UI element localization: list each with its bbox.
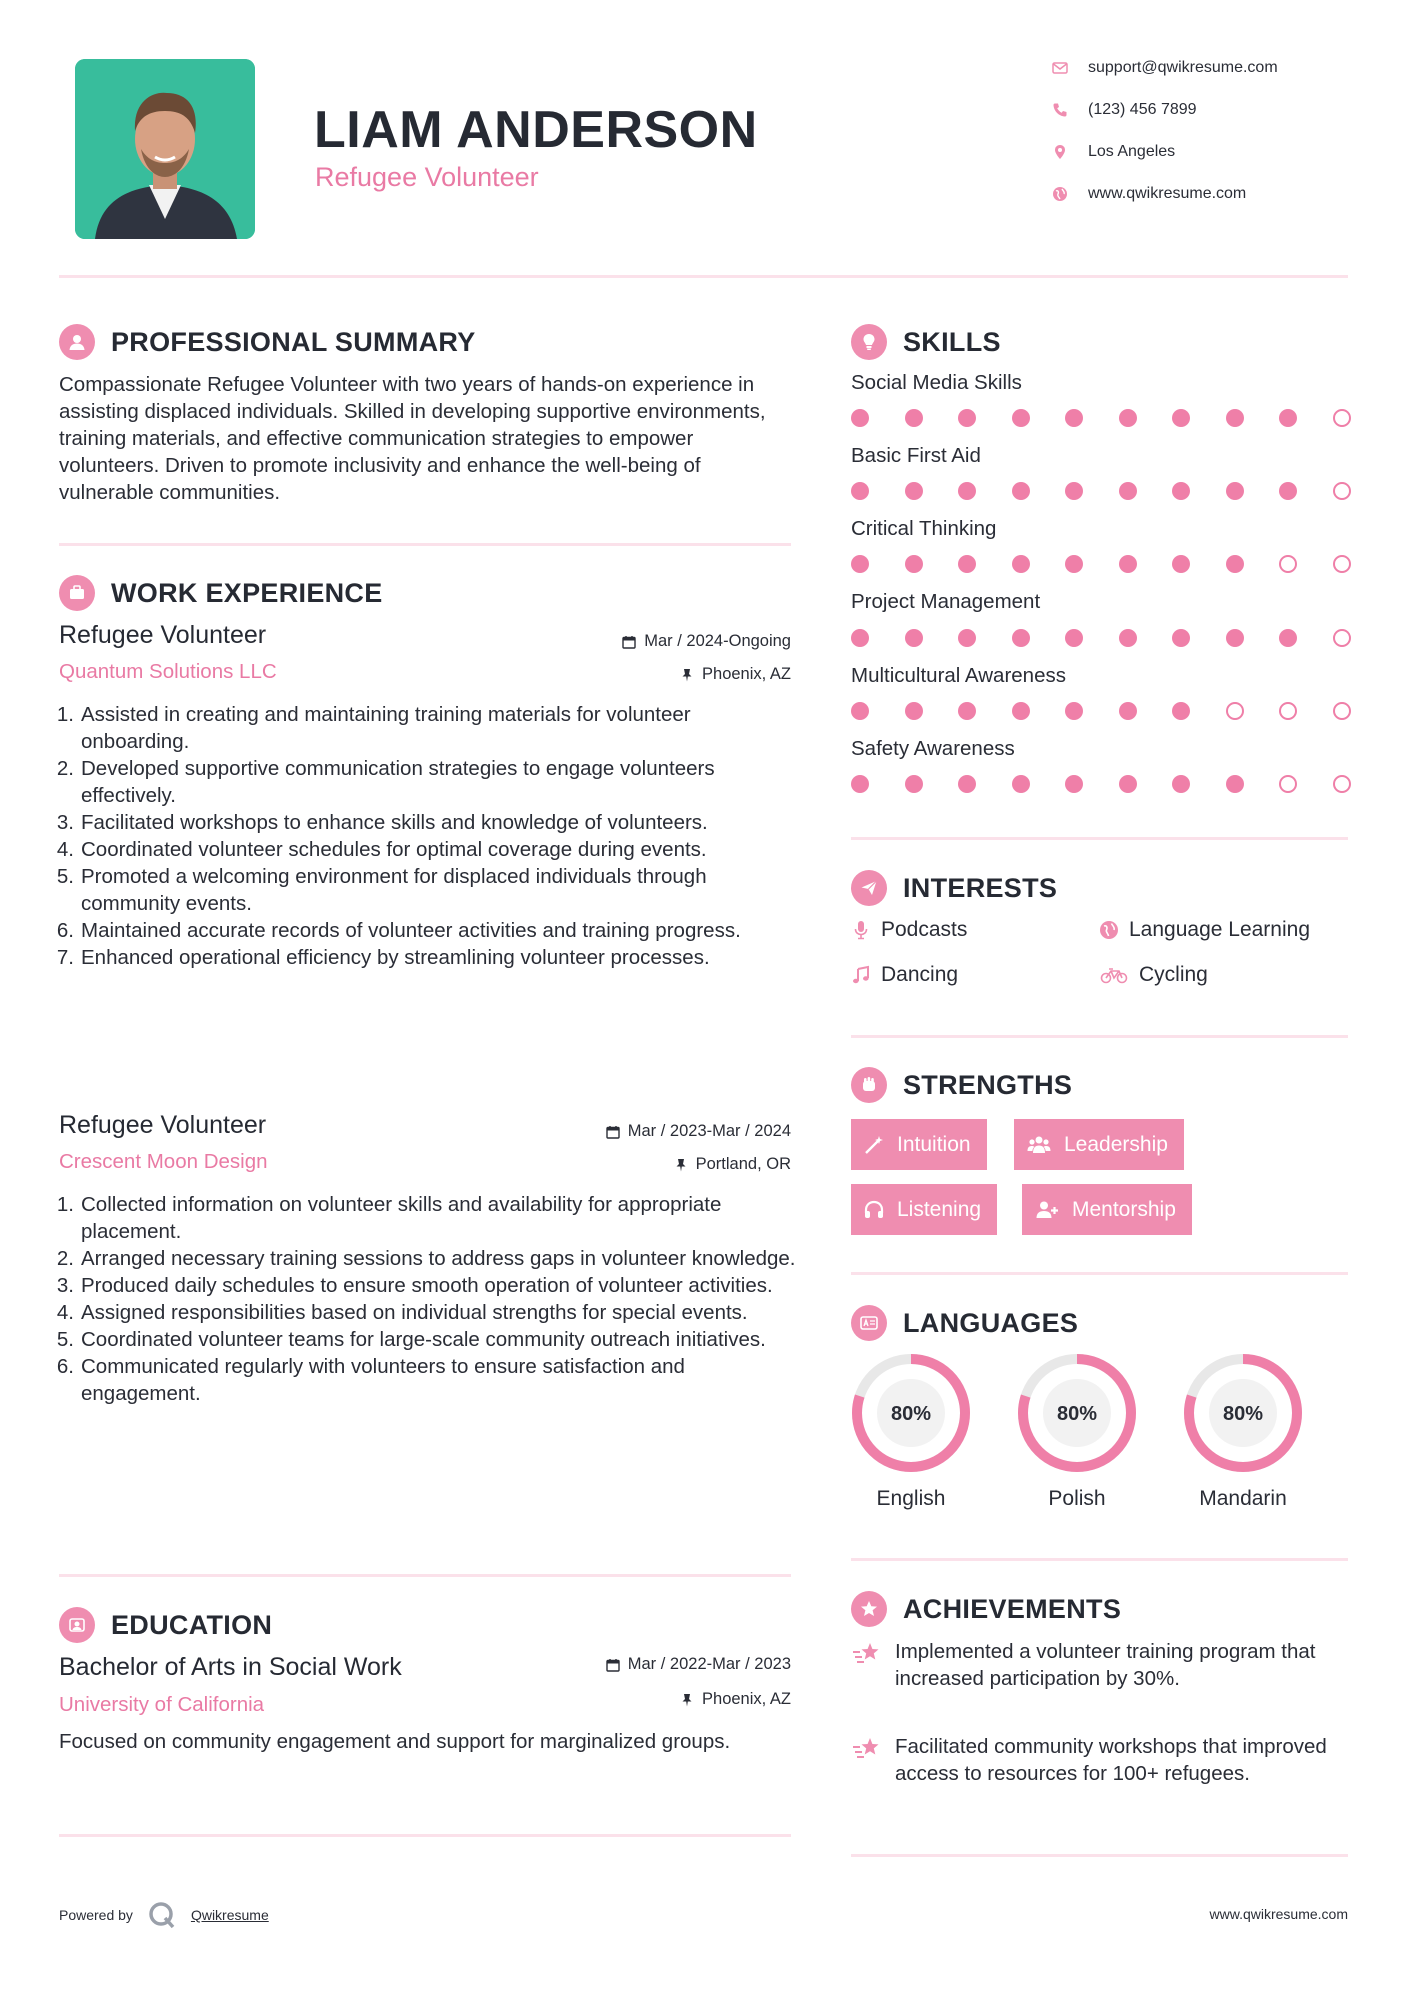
rating-dot-filled — [851, 409, 869, 427]
job-2-dates — [606, 1122, 791, 1141]
briefcase-icon — [59, 575, 95, 611]
list-item: 1. Assisted in creating and maintaining training materials for volunteer onboarding. — [56, 703, 691, 753]
users-icon — [1026, 1134, 1052, 1156]
interests-header — [851, 870, 1057, 906]
rating-dot-filled — [1172, 482, 1190, 500]
language-name: Polish — [1048, 1487, 1106, 1510]
rating-dot-filled — [905, 409, 923, 427]
rating-dot-filled — [1279, 409, 1297, 427]
language-card-icon — [851, 1305, 887, 1341]
rating-dot-filled — [1119, 409, 1137, 427]
rating-dot-filled — [1012, 555, 1030, 573]
rating-dot-filled — [851, 629, 869, 647]
summary-title: PROFESSIONAL SUMMARY — [111, 326, 476, 357]
achievement-item — [851, 1638, 1341, 1692]
profile-photo — [75, 59, 255, 239]
footer-powered-by — [59, 1900, 269, 1930]
rating-dot-empty — [1333, 555, 1351, 573]
contact-phone[interactable] — [1050, 98, 1197, 122]
education-title: EDUCATION — [111, 1609, 273, 1640]
rating-dot-filled — [851, 702, 869, 720]
strengths-divider — [851, 1272, 1348, 1275]
list-item: 5. Coordinated volunteer teams for large-scale community outreach initiatives. — [56, 1328, 766, 1351]
job-1-location-text: Phoenix, AZ — [702, 665, 791, 683]
rating-dot-filled — [1012, 409, 1030, 427]
graduation-icon — [59, 1607, 95, 1643]
calendar-icon — [622, 635, 636, 649]
rating-dot-empty — [1333, 775, 1351, 793]
interest-label: Language Learning — [1129, 918, 1311, 941]
list-item: 2. Arranged necessary training sessions to address gaps in volunteer knowledge. — [56, 1247, 796, 1270]
achievement-text: Implemented a volunteer training program that increased participation by 30%. — [895, 1640, 1316, 1690]
rating-dot-filled — [1065, 629, 1083, 647]
rating-dot-filled — [1065, 702, 1083, 720]
achievement-item — [851, 1733, 1341, 1787]
contact-email[interactable] — [1050, 56, 1278, 80]
rating-dot-filled — [905, 482, 923, 500]
calendar-icon — [606, 1125, 620, 1139]
achievements-divider — [851, 1854, 1348, 1857]
rating-dot-filled — [1172, 409, 1190, 427]
rating-dot-filled — [958, 409, 976, 427]
rating-dot-filled — [851, 482, 869, 500]
job-2-company: Crescent Moon Design — [59, 1150, 268, 1173]
rating-dot-filled — [958, 702, 976, 720]
star-badge-icon — [851, 1591, 887, 1627]
phone-text: (123) 456 7899 — [1088, 101, 1197, 118]
language-ring-english — [850, 1352, 972, 1474]
job-1-dates — [622, 632, 791, 651]
skill-rating — [851, 555, 1351, 573]
interest-label: Dancing — [881, 963, 959, 986]
job-1-location — [680, 665, 791, 684]
education-description: Focused on community engagement and support for marginalized groups. — [59, 1730, 731, 1753]
language-percent: 80% — [890, 1403, 932, 1425]
rating-dot-filled — [1119, 629, 1137, 647]
job-2-duties — [56, 1191, 799, 1407]
rating-dot-filled — [1226, 555, 1244, 573]
interest-podcasts — [851, 918, 967, 942]
pushpin-icon — [680, 668, 694, 682]
envelope-icon — [1050, 58, 1070, 78]
user-plus-icon — [1034, 1199, 1060, 1221]
rating-dot-filled — [1172, 775, 1190, 793]
language-name: English — [876, 1487, 946, 1510]
list-item: 5. Promoted a welcoming environment for displaced individuals through community events. — [56, 865, 707, 915]
location-text: Los Angeles — [1088, 143, 1176, 160]
work-header — [59, 575, 383, 611]
interest-dancing — [851, 963, 958, 987]
rating-dot-filled — [1226, 629, 1244, 647]
microphone-icon — [851, 920, 871, 940]
map-pin-icon — [1050, 142, 1070, 162]
languages-header — [851, 1305, 1078, 1341]
achievements-header — [851, 1591, 1121, 1627]
rating-dot-empty — [1333, 482, 1351, 500]
music-note-icon — [851, 965, 871, 985]
language-name: Mandarin — [1199, 1487, 1287, 1510]
language-percent: 80% — [1222, 1403, 1264, 1425]
skills-title: SKILLS — [903, 326, 1001, 357]
qwikresume-link[interactable]: Qwikresume — [190, 1907, 269, 1923]
rating-dot-filled — [1012, 775, 1030, 793]
rating-dot-empty — [1279, 702, 1297, 720]
skill-name: Social Media Skills — [851, 371, 1022, 394]
paper-plane-icon — [851, 870, 887, 906]
education-divider — [59, 1834, 791, 1837]
strengths-header — [851, 1067, 1072, 1103]
rating-dot-filled — [905, 555, 923, 573]
school-name: University of California — [59, 1693, 265, 1716]
bicycle-icon — [1099, 965, 1129, 985]
rating-dot-filled — [1065, 409, 1083, 427]
rating-dot-filled — [1226, 409, 1244, 427]
rating-dot-empty — [1333, 629, 1351, 647]
rating-dot-filled — [1172, 555, 1190, 573]
rating-dot-filled — [1012, 482, 1030, 500]
footer-website[interactable]: www.qwikresume.com — [1209, 1906, 1348, 1922]
rating-dot-filled — [1279, 629, 1297, 647]
summary-text: Compassionate Refugee Volunteer with two years of hands-on experience in assisting displaced individuals. Skilled in developing supportive environments, training materials, and effective communication strategies to empower volunteers. Driven to promote inclusivity and enhance the well-being of vulnerable communities. — [59, 373, 766, 504]
work-divider — [59, 1574, 791, 1577]
calendar-icon — [606, 1658, 620, 1672]
job-2-location-text: Portland, OR — [695, 1155, 791, 1173]
rating-dot-filled — [905, 629, 923, 647]
strengths-title: STRENGTHS — [903, 1069, 1073, 1100]
strength-tag-listening — [851, 1184, 997, 1235]
strength-tag-leadership — [1014, 1119, 1184, 1170]
contact-location — [1050, 140, 1175, 164]
rating-dot-filled — [905, 702, 923, 720]
skills-header — [851, 324, 1001, 360]
interests-divider — [851, 1035, 1348, 1038]
interests-title: INTERESTS — [903, 872, 1058, 903]
rating-dot-filled — [1119, 482, 1137, 500]
header-divider — [59, 275, 1348, 278]
skill-name: Safety Awareness — [851, 737, 1015, 760]
shooting-star-icon — [851, 1640, 883, 1668]
rating-dot-filled — [1226, 482, 1244, 500]
portrait-image — [75, 59, 255, 239]
rating-dot-empty — [1279, 555, 1297, 573]
headphones-icon — [863, 1199, 885, 1221]
interest-cycling — [1099, 963, 1208, 987]
rating-dot-filled — [1119, 702, 1137, 720]
skills-divider — [851, 837, 1348, 840]
rating-dot-empty — [1333, 702, 1351, 720]
rating-dot-empty — [1279, 775, 1297, 793]
skill-rating — [851, 775, 1351, 793]
phone-icon — [1050, 100, 1070, 120]
globe-icon — [1050, 184, 1070, 204]
rating-dot-filled — [851, 775, 869, 793]
summary-header — [59, 324, 476, 360]
work-title: WORK EXPERIENCE — [111, 577, 383, 608]
user-circle-icon — [59, 324, 95, 360]
skill-name: Basic First Aid — [851, 444, 981, 467]
education-dates-text: Mar / 2022-Mar / 2023 — [627, 1655, 791, 1673]
pushpin-icon — [674, 1158, 688, 1172]
list-item: 6. Maintained accurate records of volunteer activities and training progress. — [56, 919, 741, 942]
education-dates — [606, 1655, 791, 1674]
achievements-title: ACHIEVEMENTS — [903, 1593, 1122, 1624]
rating-dot-filled — [1065, 482, 1083, 500]
job-1-company: Quantum Solutions LLC — [59, 660, 277, 683]
list-item: 3. Facilitated workshops to enhance skills and knowledge of volunteers. — [56, 811, 708, 834]
job-1-title: Refugee Volunteer — [59, 621, 267, 649]
job-1-dates-text: Mar / 2024-Ongoing — [644, 632, 791, 650]
rating-dot-filled — [1172, 702, 1190, 720]
strength-label: Intuition — [897, 1132, 971, 1156]
interest-label: Cycling — [1139, 963, 1208, 986]
degree-title: Bachelor of Arts in Social Work — [59, 1653, 402, 1681]
skill-rating — [851, 482, 1351, 500]
list-item: 2. Developed supportive communication strategies to engage volunteers effectively. — [56, 757, 715, 807]
candidate-role: Refugee Volunteer — [315, 162, 539, 192]
language-percent: 80% — [1056, 1403, 1098, 1425]
list-item: 1. Collected information on volunteer skills and availability for appropriate placement. — [56, 1193, 722, 1243]
rating-dot-filled — [1279, 482, 1297, 500]
achievement-text: Facilitated community workshops that improved access to resources for 100+ refugees. — [895, 1735, 1327, 1785]
rating-dot-filled — [1065, 555, 1083, 573]
skill-name: Critical Thinking — [851, 517, 997, 540]
languages-title: LANGUAGES — [903, 1307, 1079, 1338]
rating-dot-filled — [1119, 555, 1137, 573]
rating-dot-filled — [1012, 702, 1030, 720]
email-text: support@qwikresume.com — [1088, 59, 1278, 76]
list-item: 3. Produced daily schedules to ensure smooth operation of volunteer activities. — [56, 1274, 773, 1297]
job-2-location — [674, 1155, 791, 1174]
website-text: www.qwikresume.com — [1088, 185, 1247, 202]
job-2-title: Refugee Volunteer — [59, 1111, 267, 1139]
strength-tag-intuition — [851, 1119, 987, 1170]
language-ring-polish — [1016, 1352, 1138, 1474]
shooting-star-icon — [851, 1735, 883, 1763]
rating-dot-empty — [1333, 409, 1351, 427]
globe-icon — [1099, 920, 1119, 940]
powered-by-text: Powered by — [59, 1907, 133, 1923]
rating-dot-filled — [958, 482, 976, 500]
rating-dot-filled — [1012, 629, 1030, 647]
list-item: 4. Coordinated volunteer schedules for optimal coverage during events. — [56, 838, 707, 861]
qwikresume-logo-icon — [147, 1900, 177, 1930]
strength-label: Mentorship — [1072, 1197, 1176, 1221]
rating-dot-filled — [958, 775, 976, 793]
rating-dot-empty — [1226, 702, 1244, 720]
education-location — [680, 1690, 791, 1709]
contact-website[interactable] — [1050, 182, 1246, 206]
fist-icon — [851, 1067, 887, 1103]
candidate-name: LIAM ANDERSON — [314, 101, 758, 159]
rating-dot-filled — [1119, 775, 1137, 793]
skill-rating — [851, 702, 1351, 720]
education-header — [59, 1607, 272, 1643]
list-item: 7. Enhanced operational efficiency by streamlining volunteer processes. — [56, 946, 710, 969]
summary-divider — [59, 543, 791, 546]
skill-rating — [851, 409, 1351, 427]
strength-label: Leadership — [1064, 1132, 1168, 1156]
job-1-duties — [56, 701, 799, 971]
rating-dot-filled — [1172, 629, 1190, 647]
rating-dot-filled — [851, 555, 869, 573]
rating-dot-filled — [1226, 775, 1244, 793]
interest-label: Podcasts — [881, 918, 968, 941]
rating-dot-filled — [1065, 775, 1083, 793]
pushpin-icon — [680, 1693, 694, 1707]
interest-language-learning — [1099, 918, 1310, 942]
skill-name: Project Management — [851, 590, 1041, 613]
job-2-dates-text: Mar / 2023-Mar / 2024 — [627, 1122, 791, 1140]
languages-divider — [851, 1558, 1348, 1561]
list-item: 4. Assigned responsibilities based on individual strengths for special events. — [56, 1301, 748, 1324]
rating-dot-filled — [905, 775, 923, 793]
skill-name: Multicultural Awareness — [851, 664, 1066, 687]
magic-wand-icon — [863, 1134, 885, 1156]
skill-rating — [851, 629, 1351, 647]
strength-tag-mentorship — [1022, 1184, 1192, 1235]
rating-dot-filled — [958, 629, 976, 647]
lightbulb-icon — [851, 324, 887, 360]
list-item: 6. Communicated regularly with volunteers to ensure satisfaction and engagement. — [56, 1355, 685, 1405]
strength-label: Listening — [897, 1197, 982, 1221]
rating-dot-filled — [958, 555, 976, 573]
language-ring-mandarin — [1182, 1352, 1304, 1474]
education-location-text: Phoenix, AZ — [702, 1690, 791, 1708]
